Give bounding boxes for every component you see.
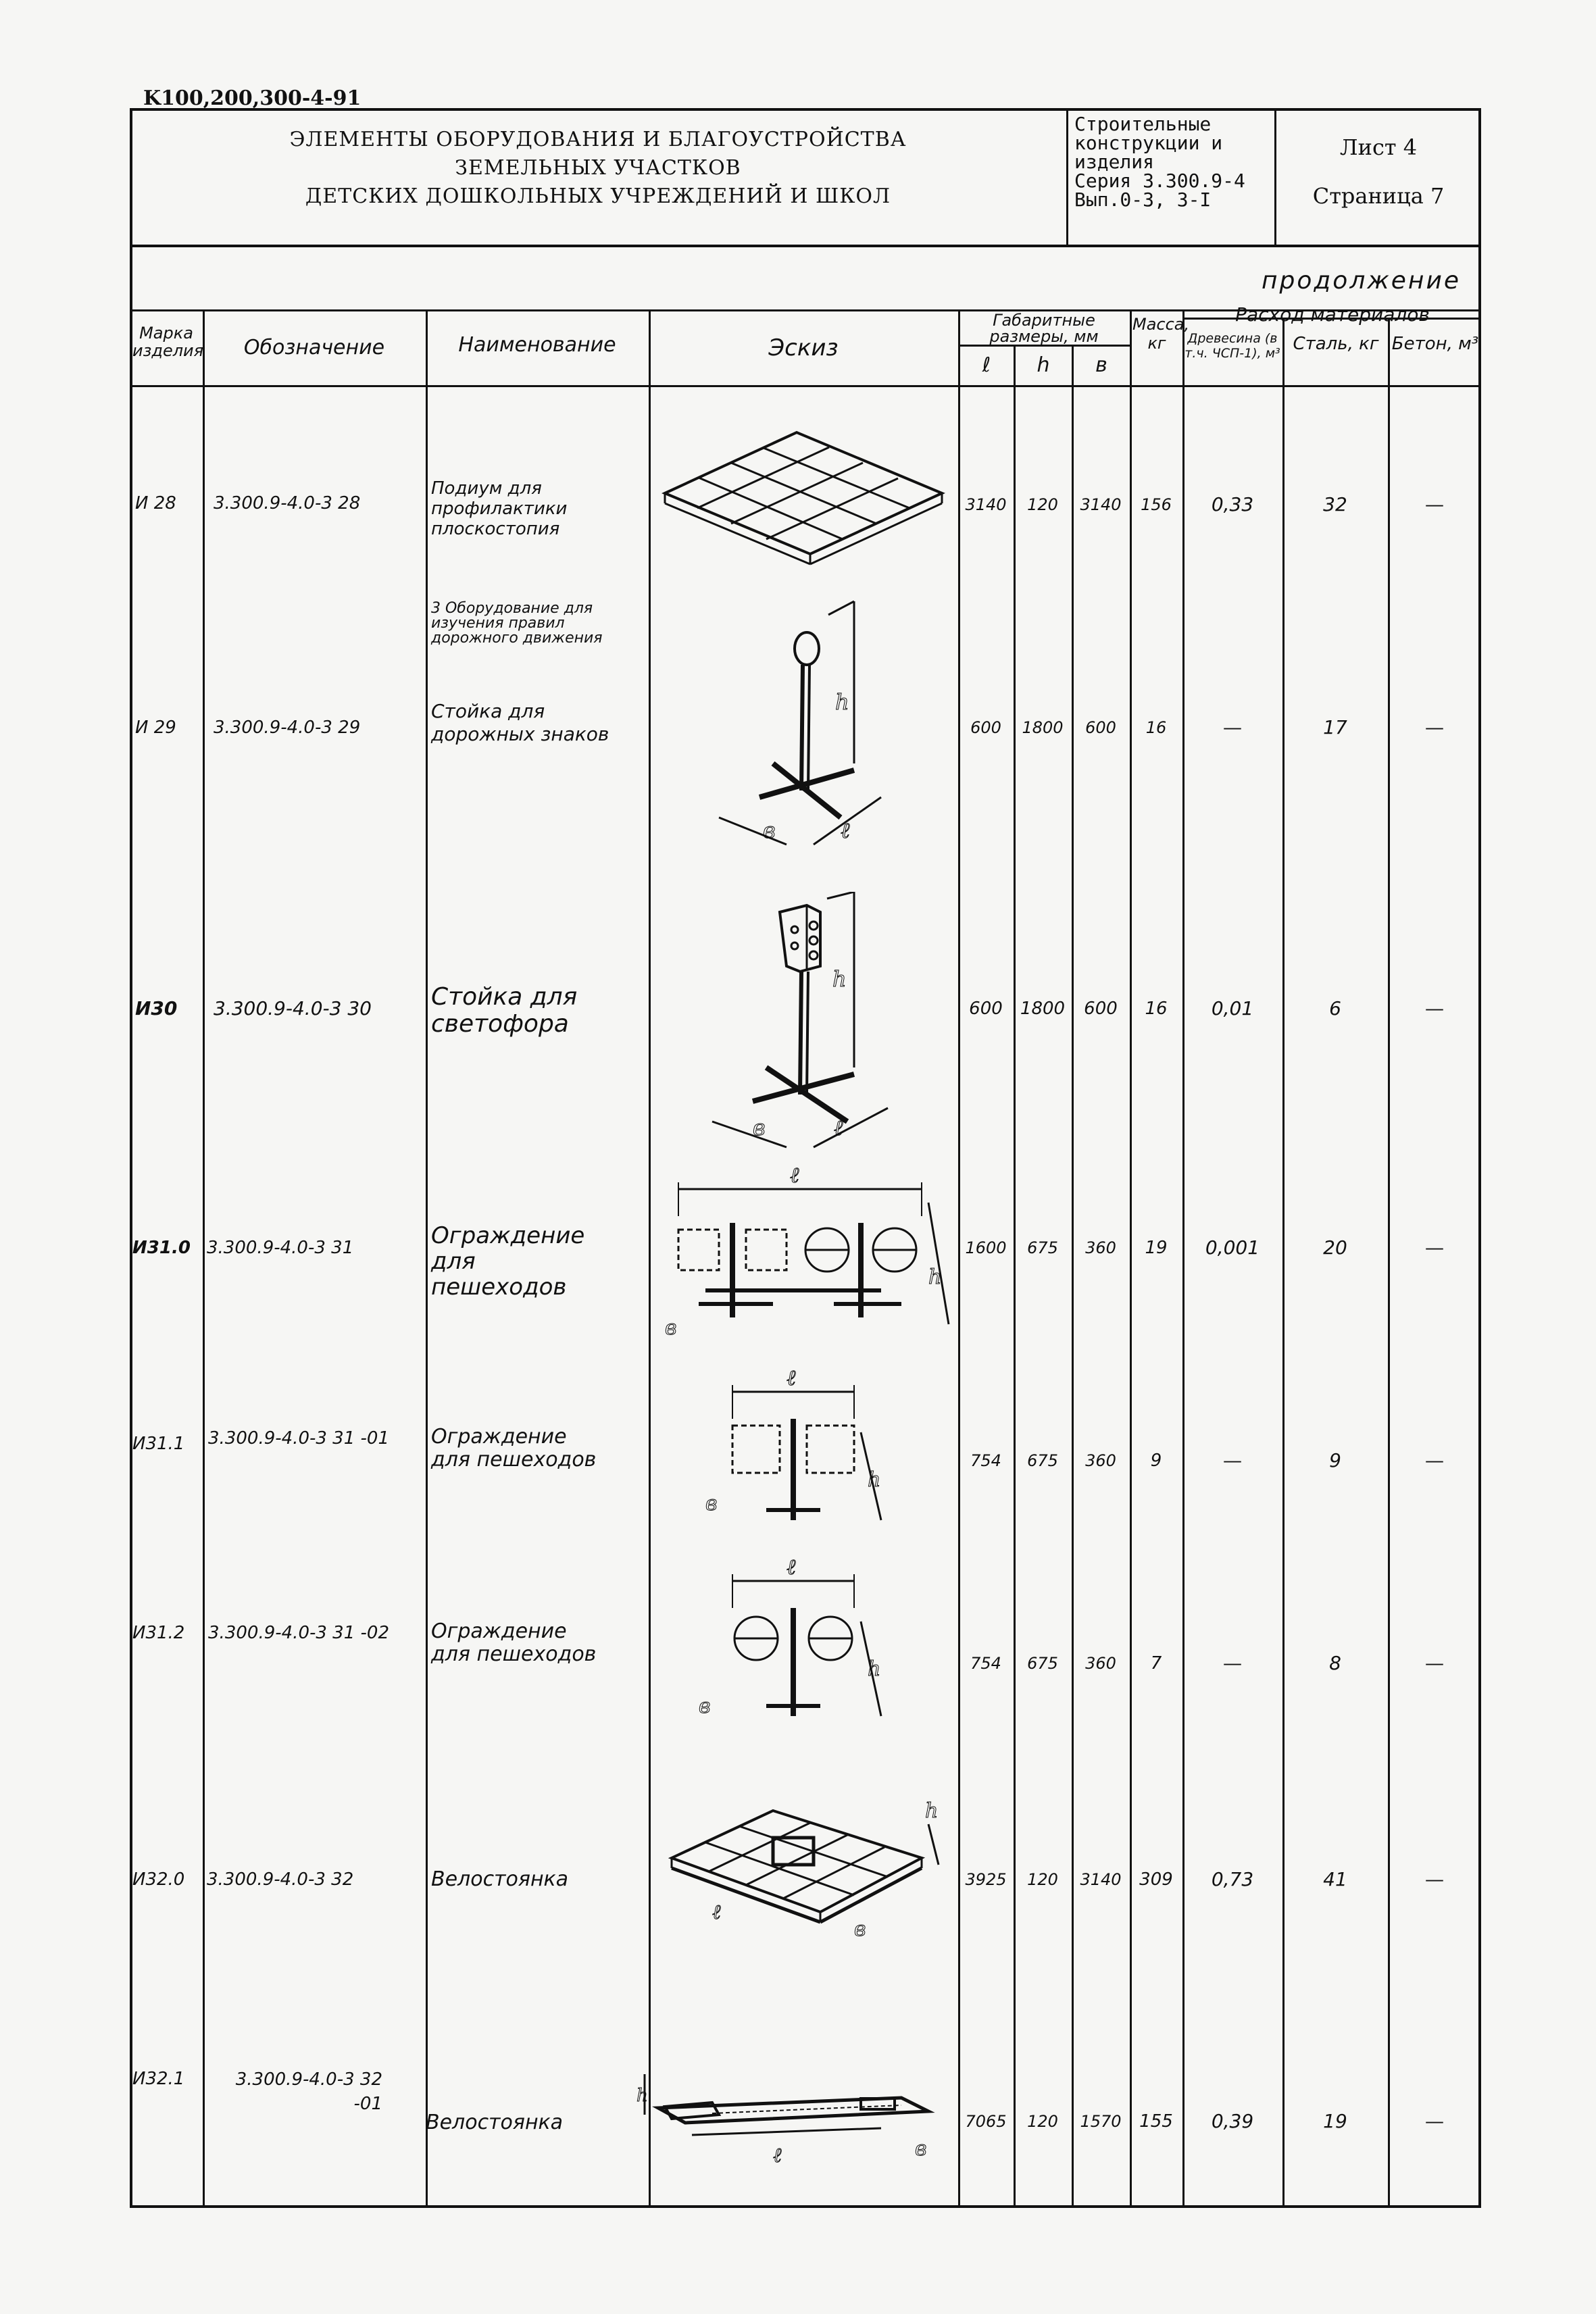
sketch-label-l: ℓ [790,1162,799,1188]
row-dim-b: 600 [1085,718,1116,737]
series-line: конструкции и [1074,132,1223,154]
col-sketch: Эскиз [768,334,839,361]
row-wood: — [1223,716,1242,738]
title-line-1: ЭЛЕМЕНТЫ ОБОРУДОВАНИЯ И БЛАГОУСТРОЙСТВА [289,128,907,151]
row-wood: 0,39 [1211,2110,1254,2132]
row-dim-b: 1570 [1080,2112,1122,2131]
row-dim-h: 120 [1027,1870,1058,1889]
row-steel: 9 [1329,1449,1341,1472]
row-mark: И 29 [135,718,176,738]
col-concrete: Бетон, м³ [1391,334,1479,354]
sketch-label-l: ℓ [773,2144,782,2167]
col-name: Наименование [458,333,616,357]
row-wood: 0,01 [1211,997,1254,1020]
row-name: Велостоянка [426,2111,564,2134]
row-mass: 19 [1145,1238,1168,1258]
col-mark: Марка изделия [132,324,204,360]
col-dimensions: Габаритные размеры, мм [989,311,1099,346]
row-mass: 156 [1141,495,1172,514]
row-dim-b: 360 [1085,1654,1116,1673]
row-dim-b: 360 [1085,1238,1116,1257]
row-dim-b: 360 [1085,1451,1116,1470]
sketch-road-sign-post [651,595,955,851]
series-line: Вып.0-3, 3-I [1074,188,1212,211]
sketch-label-h: h [925,1799,939,1823]
row-wood: — [1223,1652,1242,1674]
row-wood: 0,33 [1211,493,1254,515]
section-note: 3 Оборудование для изучения правил дорожного движения [431,600,603,647]
col-dim-b: в [1095,353,1107,377]
row-mass: 7 [1150,1653,1162,1674]
row-dim-l: 3140 [965,495,1007,514]
col-steel: Сталь, кг [1293,334,1379,354]
sketch-label-b: в [915,2137,927,2161]
row-designation: 3.300.9-4.0-3 31 -02 [208,1623,389,1643]
col-mass: Масса, кг [1132,315,1190,353]
sketch-podium [651,419,955,568]
row-wood: 0,001 [1205,1236,1260,1259]
row-mark: И31.2 [132,1623,185,1643]
sketch-pedestrian-fence-02 [651,1554,955,1730]
row-steel: 17 [1323,716,1347,738]
title-line-2: ЗЕМЕЛЬНЫХ УЧАСТКОВ [455,156,741,180]
row-concrete: — [1425,1868,1444,1890]
sketch-label-h: h [835,689,849,715]
row-designation: 3.300.9-4.0-3 32 -01 [235,2069,382,2114]
row-dim-l: 7065 [965,2112,1007,2131]
sketch-label-l: ℓ [834,1115,843,1140]
row-concrete: — [1425,1652,1444,1674]
row-mass: 155 [1139,2111,1173,2132]
row-steel: 8 [1329,1652,1341,1674]
row-designation: 3.300.9-4.0-3 29 [214,718,361,738]
row-name: Ограждение для пешеходов [431,1425,597,1472]
row-dim-h: 1800 [1022,718,1064,737]
row-concrete: — [1425,493,1444,515]
row-dim-h: 675 [1027,1238,1058,1257]
col-dim-h: h [1037,353,1050,377]
col-wood: Древесина (в т.ч. ЧСП-1), м³ [1184,331,1280,361]
row-mass: 16 [1145,718,1167,737]
row-dim-l: 600 [970,718,1001,737]
row-mark: И30 [135,997,178,1020]
sketch-label-l: ℓ [787,1554,796,1580]
continuation-label: продолжение [1261,267,1461,295]
series-line: Серия 3.300.9-4 [1074,170,1245,192]
row-concrete: — [1425,1236,1444,1259]
sketch-pedestrian-fence-01 [651,1365,955,1534]
sketch-pedestrian-fence [651,1162,955,1358]
sheet-info [1277,123,1480,220]
sketch-label-h: h [928,1265,942,1289]
row-name: Ограждение для пешеходов [431,1222,585,1301]
row-steel: 41 [1323,1868,1347,1890]
sketch-label-h: h [868,1468,881,1492]
row-dim-b: 3140 [1080,495,1122,514]
sketch-label-b: в [763,818,776,843]
row-mark: И32.1 [132,2069,185,2089]
row-mass: 16 [1145,999,1168,1019]
sketch-bike-rack [651,1784,955,1959]
row-mass: 309 [1139,1869,1173,1890]
sketch-label-b: в [854,1917,866,1941]
row-mass: 9 [1150,1451,1162,1471]
sketch-bike-rack-01 [631,2061,949,2175]
row-dim-l: 3925 [965,1870,1007,1889]
sketch-traffic-light-post [651,892,955,1149]
row-concrete: — [1425,716,1444,738]
sketch-label-b: в [753,1115,766,1140]
row-designation: 3.300.9-4.0-3 28 [214,493,361,513]
sketch-label-h: h [637,2086,648,2106]
row-name: Ограждение для пешеходов [431,1619,597,1666]
sketch-label-h: h [832,966,847,992]
row-dim-h: 1800 [1020,999,1066,1019]
row-dim-l: 600 [969,999,1003,1019]
row-designation: 3.300.9-4.0-3 31 -01 [208,1428,389,1449]
row-name: Велостоянка [431,1867,569,1891]
col-dim-l: ℓ [982,353,991,377]
row-dim-b: 600 [1084,999,1118,1019]
row-dim-l: 754 [970,1654,1001,1673]
sketch-label-b: в [705,1492,718,1515]
row-designation: 3.300.9-4.0-3 32 [207,1869,354,1890]
row-dim-l: 1600 [965,1238,1007,1257]
sheet-number: Лист 4 [1339,134,1418,160]
sketch-label-b: в [699,1694,711,1718]
page-number: Страница 7 [1312,183,1445,209]
row-dim-b: 3140 [1080,1870,1122,1889]
row-steel: 6 [1329,997,1341,1020]
row-designation: 3.300.9-4.0-3 30 [214,997,372,1020]
row-concrete: — [1425,2110,1444,2132]
row-name: Подиум для профилактики плоскостопия [431,478,568,539]
row-designation: 3.300.9-4.0-3 31 [207,1238,354,1258]
row-dim-l: 754 [970,1451,1001,1470]
row-dim-h: 120 [1027,495,1058,514]
row-mark: И 28 [135,493,176,513]
sketch-label-l: ℓ [787,1365,796,1390]
document-title [135,126,1061,211]
col-designation: Обозначение [243,336,385,359]
row-concrete: — [1425,997,1444,1020]
row-mark: И31.0 [132,1238,191,1258]
sketch-label-h: h [868,1657,881,1681]
row-mark: И31.1 [132,1434,185,1454]
row-name: Стойка для светофора [431,983,578,1038]
row-mark: И32.0 [132,1869,185,1890]
row-name: Стойка для дорожных знаков [431,700,609,745]
sketch-label-b: в [665,1316,677,1340]
row-dim-h: 675 [1027,1654,1058,1673]
series-line: Строительные [1074,113,1212,135]
row-steel: 32 [1323,493,1347,515]
series-line: изделия [1074,151,1155,173]
row-dim-h: 120 [1027,2112,1058,2131]
series-info [1074,115,1270,209]
document-code: K100,200,300-4-91 [143,86,361,110]
sketch-label-l: ℓ [841,818,850,843]
row-steel: 20 [1323,1236,1347,1259]
row-steel: 19 [1323,2110,1347,2132]
row-wood: 0,73 [1211,1868,1254,1890]
title-line-3: ДЕТСКИХ ДОШКОЛЬНЫХ УЧРЕЖДЕНИЙ И ШКОЛ [305,184,891,208]
col-materials: Расход материалов [1235,303,1430,326]
row-wood: — [1223,1449,1242,1472]
row-concrete: — [1425,1449,1444,1472]
row-dim-h: 675 [1027,1451,1058,1470]
sketch-label-l: ℓ [712,1901,721,1924]
